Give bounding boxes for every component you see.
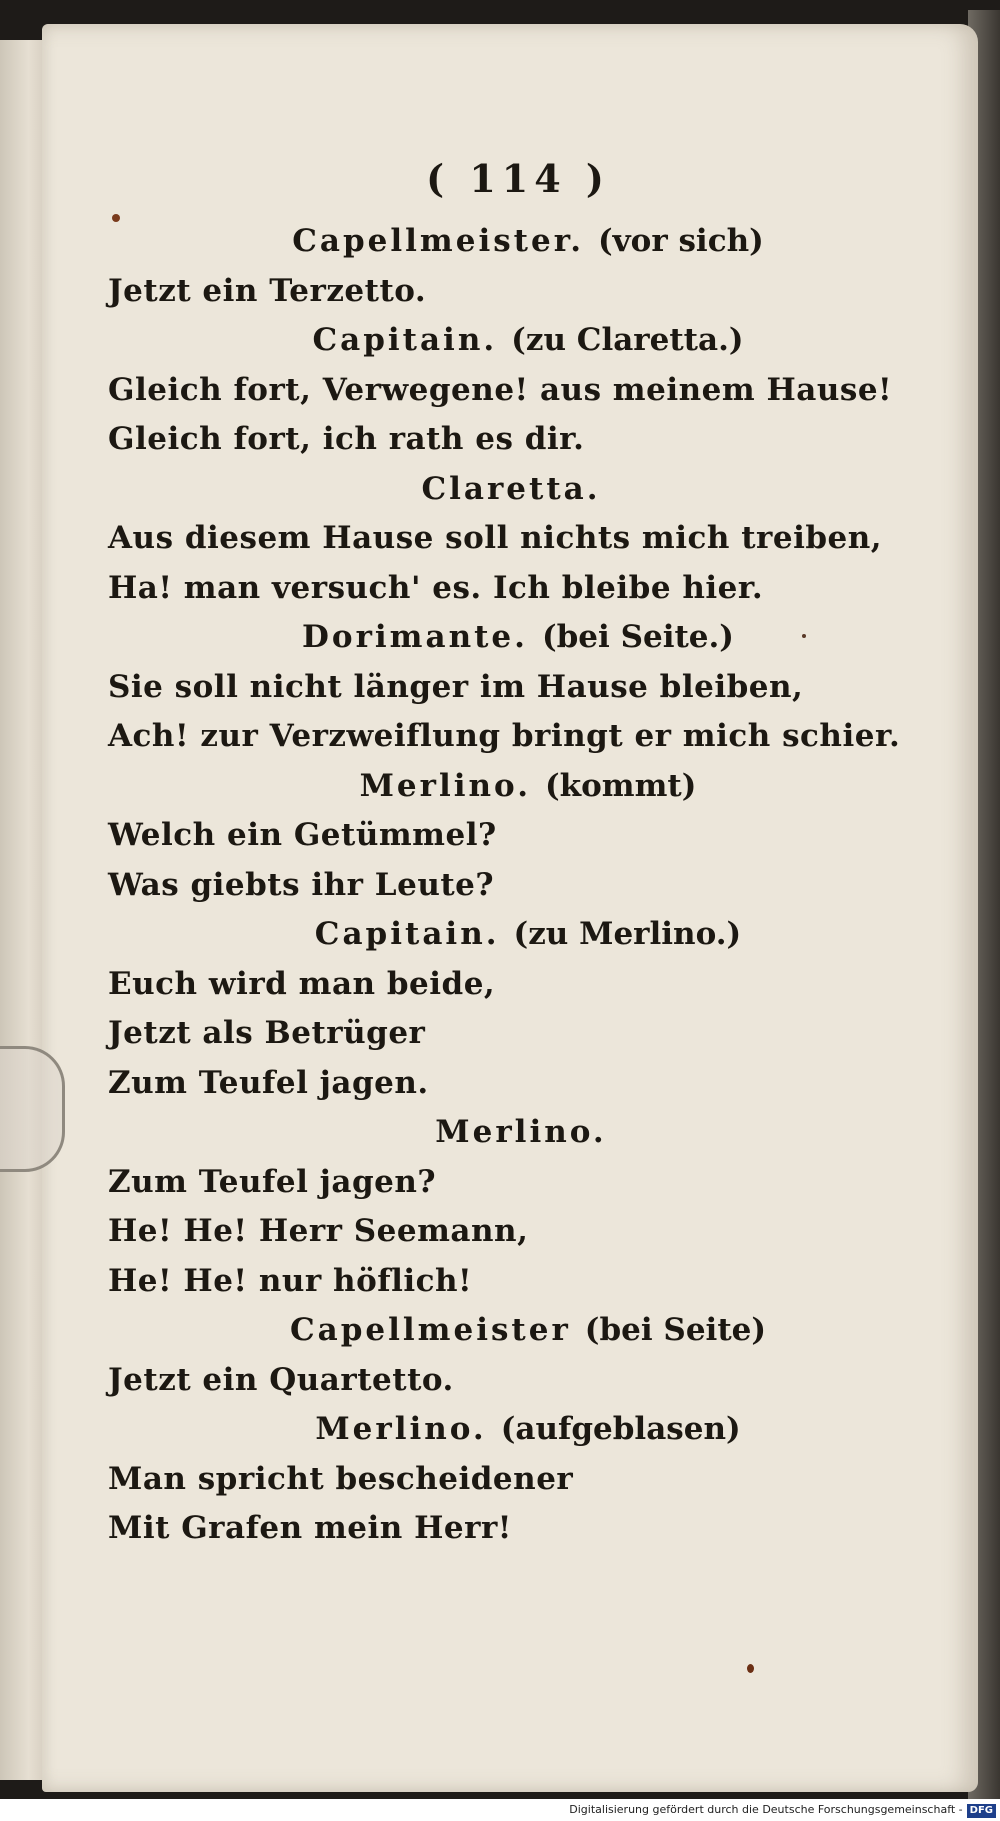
verse-line: Jetzt als Betrüger <box>108 1015 426 1051</box>
speaker-name: Capellmeister <box>289 1312 571 1348</box>
verse-line: Zum Teufel jagen. <box>108 1064 429 1101</box>
verse-line: Welch ein Getümmel? <box>108 817 497 853</box>
verse-line: Was giebts ihr Leute? <box>108 866 495 903</box>
stage-direction: (bei Seite.) <box>541 619 734 655</box>
page-number: ( 114 ) <box>426 156 610 201</box>
stage-direction: (bei Seite) <box>584 1312 767 1348</box>
page-clip <box>0 1046 65 1172</box>
speaker-name: Merlino. <box>435 1114 607 1150</box>
speaker-name: Merlino. <box>315 1411 487 1447</box>
verse-line: He! He! nur höflich! <box>108 1262 473 1299</box>
verse-line: Jetzt ein Quartetto. <box>108 1361 454 1398</box>
footer-credit: Digitalisierung gefördert durch die Deutsche Forschungsgemeinschaft - <box>569 1803 963 1816</box>
speaker-line <box>108 217 888 267</box>
speaker-line <box>108 910 888 960</box>
speaker-line <box>108 1108 888 1158</box>
verse-line: Man spricht bescheidener <box>108 1460 574 1497</box>
digitization-footer <box>0 1799 1000 1821</box>
speaker-line <box>108 762 888 812</box>
speaker-line <box>108 316 888 366</box>
speaker-line <box>108 465 888 515</box>
speaker-name: Capellmeister. <box>292 223 584 259</box>
stage-direction: (zu Merlino.) <box>513 916 742 952</box>
dfg-logo: DFG <box>967 1804 996 1818</box>
verse-line: Euch wird man beide, <box>108 965 496 1002</box>
ink-stain <box>747 1664 754 1673</box>
verse-line: Ach! zur Verzweiflung bringt er mich schier. <box>108 718 901 754</box>
speaker-name: Dorimante. <box>302 619 528 655</box>
verse-line: He! He! Herr Seemann, <box>108 1213 529 1249</box>
verse-line: Gleich fort, ich rath es dir. <box>108 421 585 457</box>
stage-direction: (zu Claretta.) <box>511 322 744 358</box>
verse-line: Mit Grafen mein Herr! <box>108 1510 512 1546</box>
speaker-line <box>108 1306 888 1356</box>
verse-line: Aus diesem Hause soll nichts mich treiben, <box>108 520 883 556</box>
page-text <box>108 156 901 1554</box>
stage-direction: (vor sich) <box>598 223 764 259</box>
speaker-name: Merlino. <box>359 767 531 804</box>
verse-line: Jetzt ein Terzetto. <box>108 272 427 309</box>
verse-line: Gleich fort, Verwegene! aus meinem Hause! <box>108 371 893 408</box>
speaker-name: Claretta. <box>421 470 601 507</box>
verse-line: Zum Teufel jagen? <box>108 1163 437 1200</box>
verse-line: Ha! man versuch' es. Ich bleibe hier. <box>108 569 764 606</box>
speaker-line <box>108 1405 888 1455</box>
stage-direction: (kommt) <box>544 767 697 804</box>
speaker-name: Capitain. <box>312 322 498 358</box>
speaker-line <box>108 613 888 663</box>
verse-line: Sie soll nicht länger im Hause bleiben, <box>108 668 804 705</box>
speaker-name: Capitain. <box>314 916 500 952</box>
stage-direction: (aufgeblasen) <box>500 1411 741 1447</box>
